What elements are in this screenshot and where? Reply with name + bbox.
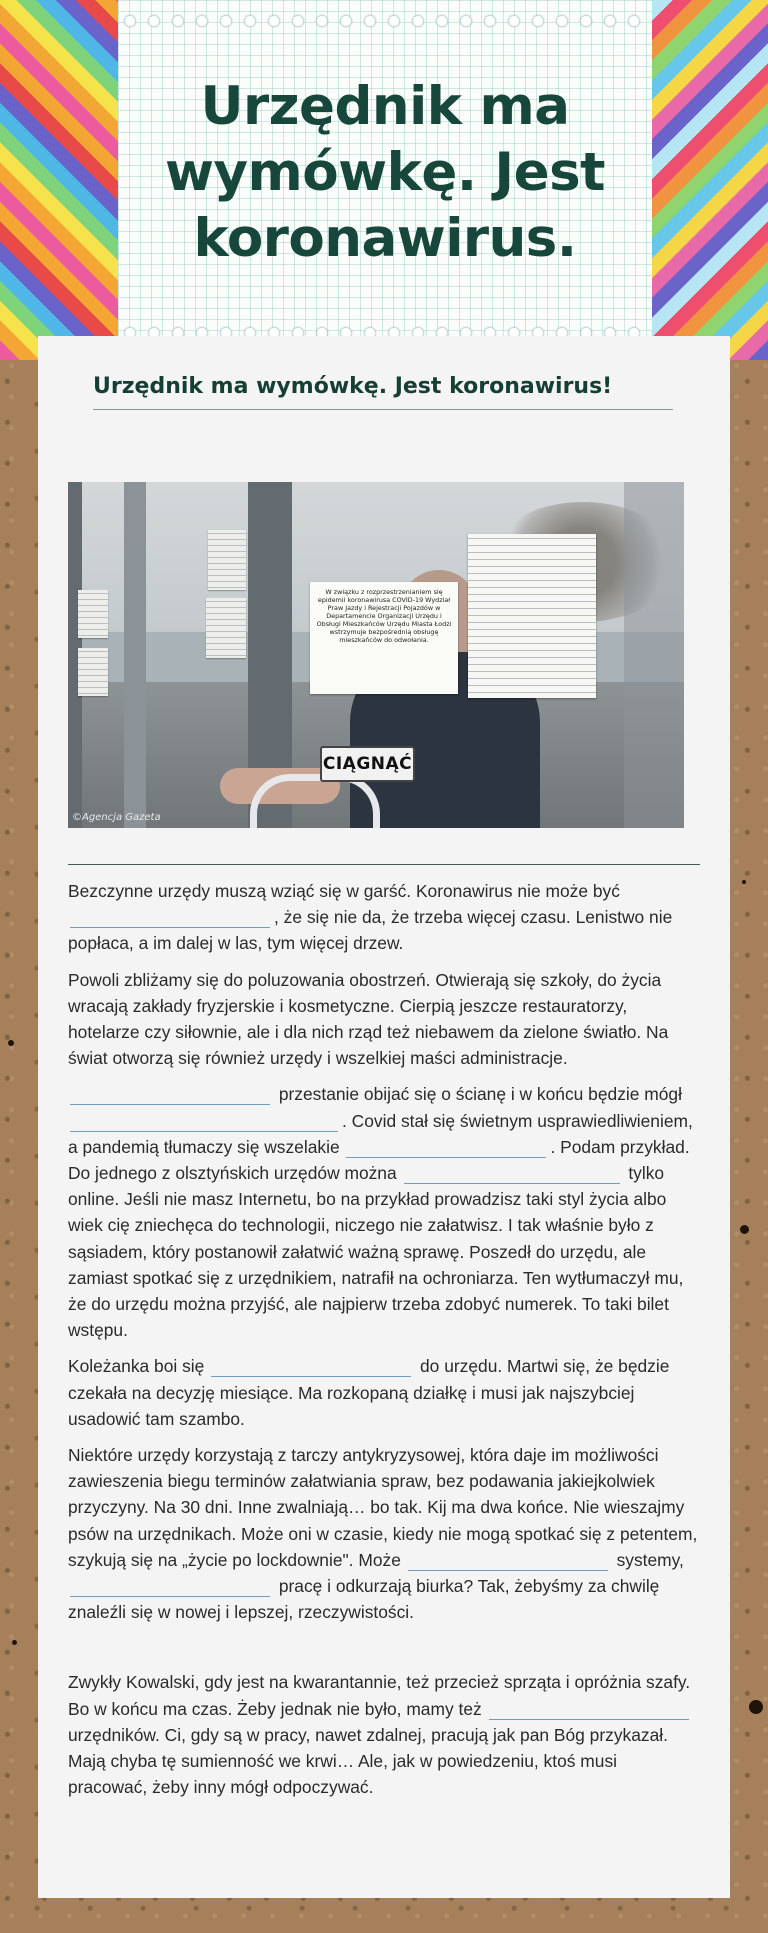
- cork-speck: [8, 1040, 14, 1046]
- card-title: Urzędnik ma wymówkę. Jest koronawirus!: [93, 374, 673, 410]
- article-text: [68, 878, 700, 1811]
- chevron-pattern-right: [652, 0, 768, 360]
- door-note: [78, 648, 108, 696]
- paragraph: [68, 1353, 700, 1432]
- cork-speck: [12, 1640, 17, 1645]
- door-notice-large: [468, 534, 596, 698]
- fill-in-blank[interactable]: [211, 1354, 411, 1377]
- paragraph-text: urzędników. Ci, gdy są w pracy, nawet zdalnej, pracują jak pan Bóg przykazał. Mają chyba tę sumienność we krwi… Ale, jak w powiedzeniu, ktoś musi pracować, żeby inny mógł odpoczywać.: [68, 1724, 668, 1798]
- fill-in-blank[interactable]: [70, 1574, 270, 1597]
- paragraph-text: tylko online. Jeśli nie masz Internetu, bo na przykład prowadzisz taki styl życia albo wiek cię zniechęca do technologii, niczego nie załatwisz. I tak właśnie było z sąsiadem, który postanowił załatwić ważną sprawę. Poszedł do urzędu, ale zamiast spotkać się z urzędnikiem, natrafił na ochroniarza. Ten wytłumaczył mu, że do urzędu można przyjść, ale najpierw trzeba zdobyć numerek. To taki bilet wstępu.: [68, 1163, 684, 1341]
- paragraph-text: do urzędu. Martwi się, że będzie czekała na decyzję miesiące. Ma rozkopaną działkę i musi jak najszybciej usadowić tam szambo.: [68, 1356, 670, 1429]
- cork-speck: [740, 1225, 749, 1234]
- fill-in-blank[interactable]: [70, 1082, 270, 1105]
- paragraph: [68, 1081, 700, 1343]
- paragraph-text: Zwykły Kowalski, gdy jest na kwarantannie, też przecież sprząta i opróżnia szafy. Bo w końcu ma czas. Żeby jednak nie było, mamy też: [68, 1672, 691, 1719]
- fill-in-blank[interactable]: [408, 1548, 608, 1571]
- fill-in-blank[interactable]: [70, 905, 270, 928]
- fill-in-blank[interactable]: [346, 1135, 546, 1158]
- paragraph-text: przestanie obijać się o ścianę i w końcu będzie mógł: [278, 1084, 682, 1105]
- paragraph-text: , że się nie da, że trzeba więcej czasu. Lenistwo nie popłaca, a im dalej w las, tym więcej drzew.: [68, 907, 673, 954]
- paragraph-text: pracę i odkurzają biurka? Tak, żebyśmy za chwilę znaleźli się w nowej i lepszej, rzeczywistości.: [68, 1576, 660, 1623]
- paragraph-text: . Podam przykład. Do jednego z olsztyńskich urzędów można: [68, 1136, 690, 1184]
- paragraph-text: Koleżanka boi się: [68, 1356, 205, 1377]
- paragraph: [68, 1669, 700, 1800]
- paper-holes-top: [118, 14, 652, 28]
- paragraph-text: Niektóre urzędy korzystają z tarczy antykryzysowej, która daje im możliwości zawieszenia biegu terminów załatwiania spraw, bez podawania jakiejkolwiek przyczyny. Na 30 dni. Inne zwalniają… bo tak. Kij ma dwa końce. Nie wieszajmy psów na urzędnikach. Może oni w czasie, kiedy nie mogą spotkać się z petentem, szykują się na „życie po lockdownie". Może: [68, 1445, 698, 1570]
- door-note: [78, 590, 108, 638]
- chevron-pattern-left: [0, 0, 118, 360]
- pull-sign: CIĄGNĄĆ: [320, 746, 415, 782]
- paragraph: Powoli zbliżamy się do poluzowania obostrzeń. Otwierają się szkoły, do życia wracają zakłady fryzjerskie i kosmetyczne. Cierpią jeszcze restauratorzy, hotelarze czy siłownie, ale i dla nich rząd też niebawem da zielone światło. Na świat otworzą się również urzędy i wszelkiej maści administracje.: [68, 969, 669, 1069]
- section-divider: [68, 864, 700, 865]
- content-card: [38, 336, 730, 1898]
- door-handle: [250, 774, 380, 828]
- door-frame: [624, 482, 684, 828]
- door-notice: W związku z rozprzestrzenianiem się epidemii koronawirusa COVID-19 Wydział Praw Jazdy i Rejestracji Pojazdów w Departamencie Organizacji Urzędu i Obsługi Mieszkańców Urzędu Miasta Łodzi wstrzymuje bezpośrednią obsługę mieszkańców do odwołania.: [310, 582, 458, 694]
- cork-speck: [749, 1700, 763, 1714]
- cork-speck: [742, 880, 746, 884]
- paragraph: [68, 1442, 700, 1625]
- door-note: [206, 598, 246, 658]
- fill-in-blank[interactable]: [489, 1697, 689, 1720]
- paragraph-text: . Covid stał się świetnym usprawiedliwieniem, a pandemią tłumaczy się wszelakie: [68, 1110, 693, 1157]
- page-title: Urzędnik ma wymówkę. Jest koronawirus.: [165, 76, 605, 269]
- paragraph-text: systemy,: [616, 1549, 684, 1570]
- door-note: [208, 530, 246, 590]
- paragraph: [68, 878, 700, 957]
- photo-credit: ©Agencja Gazeta: [72, 812, 161, 823]
- door-frame: [124, 482, 146, 828]
- paragraph-text: Bezczynne urzędy muszą wziąć się w garść. Koronawirus nie może być: [68, 881, 620, 901]
- article-photo: [68, 482, 684, 828]
- fill-in-blank[interactable]: [70, 1109, 338, 1132]
- fill-in-blank[interactable]: [404, 1161, 620, 1184]
